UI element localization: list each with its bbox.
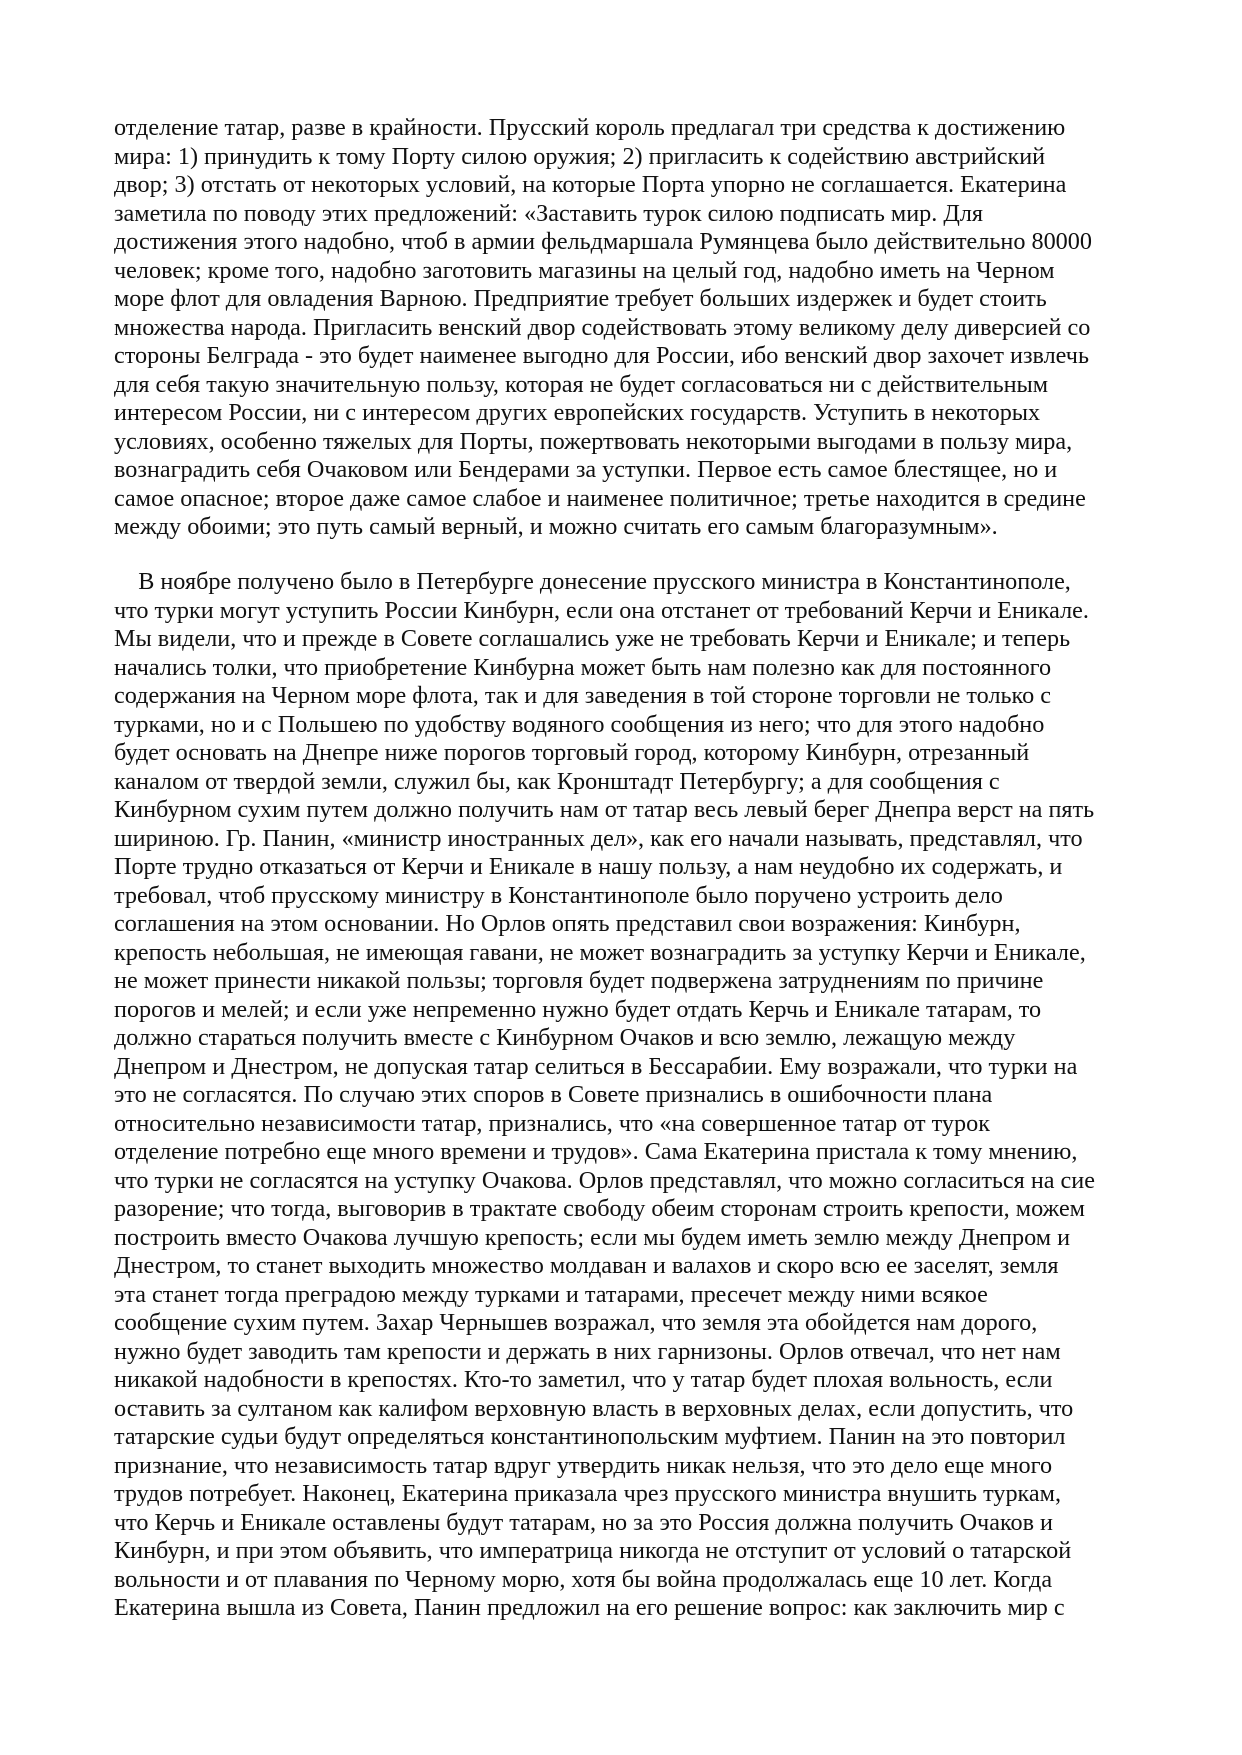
- text-line: каналом от твердой земли, служил бы, как Кронштадт Петербургу; а для сообщения с: [114, 767, 1000, 795]
- text-line: множества народа. Пригласить венский двор содействовать этому великому делу диверсией со: [114, 313, 1091, 341]
- text-line: сообщение сухим путем. Захар Чернышев возражал, что земля эта обойдется нам дорого,: [114, 1309, 1038, 1336]
- text-line: порогов и мелей; и если уже непременно нужно будет отдать Керчь и Еникале татарам, то: [114, 995, 1042, 1023]
- text-line: не может принести никакой пользы; торговля будет подвержена затруднениям по причине: [114, 967, 1044, 994]
- text-line: Днепром и Днестром, не допуская татар селиться в Бессарабии. Ему возражали, что турки на: [114, 1052, 1078, 1080]
- text-line: соглашения на этом основании. Но Орлов опять представил свои возражения: Кинбурн,: [114, 910, 1021, 937]
- text-line: между обоими; это путь самый верный, и можно считать его самым благоразумным».: [114, 513, 998, 540]
- text-line: что Керчь и Еникале оставлены будут татарам, но за это Россия должна получить Очаков и: [114, 1508, 1053, 1536]
- text-line: Днестром, то станет выходить множество молдаван и валахов и скоро всю ее заселят, земля: [114, 1252, 1059, 1279]
- text-line: построить вместо Очакова лучшую крепость; если мы будем иметь землю между Днепром и: [114, 1223, 1071, 1251]
- text-line: стороны Белграда - это будет наименее выгодно для России, ибо венский двор захочет извлечь: [114, 342, 1089, 369]
- text-line: что турки могут уступить России Кинбурн, если она отстанет от требований Керчи и Еникале.: [114, 596, 1089, 624]
- text-line: будет основать на Днепре ниже порогов торговый город, которому Кинбурн, отрезанный: [114, 739, 1030, 766]
- text-line: трудов потребует. Наконец, Екатерина приказала чрез прусского министра внушить туркам,: [114, 1480, 1062, 1507]
- text-line: эта станет тогда преградою между турками и татарами, пресечет между ними всякое: [114, 1280, 988, 1308]
- text-line: татарские судьи будут определяться константинопольским муфтием. Панин на это повторил: [114, 1423, 1066, 1450]
- text-line: отделение татар, разве в крайности. Прусский король предлагал три средства к достижению: [114, 114, 1066, 141]
- paragraph-2: [114, 568, 1130, 1623]
- text-line: Порте трудно отказаться от Керчи и Еникале в нашу пользу, а нам неудобно их содержать, и: [114, 853, 1063, 880]
- text-line: нужно будет заводить там крепости и держать в них гарнизоны. Орлов отвечал, что нет нам: [114, 1337, 1061, 1365]
- text-line: двор; 3) отстать от некоторых условий, на которые Порта упорно не соглашается. Екатерина: [114, 171, 1067, 198]
- text-line: отделение потребно еще много времени и трудов». Сама Екатерина пристала к тому мнению,: [114, 1138, 1078, 1165]
- text-line: человек; кроме того, надобно заготовить магазины на целый год, надобно иметь на Черном: [114, 256, 1055, 284]
- text-line: требовал, чтоб прусскому министру в Константинополе было поручено устроить дело: [114, 881, 1003, 909]
- text-line: заметила по поводу этих предложений: «Заставить турок силою подписать мир. Для: [114, 199, 984, 227]
- text-line: достижения этого надобно, чтоб в армии фельдмаршала Румянцева было действительно 80000: [114, 228, 1092, 255]
- text-line: начались толки, что приобретение Кинбурна может быть нам полезно как для постоянного: [114, 653, 1052, 681]
- text-line: условиях, особенно тяжелых для Порты, пожертвовать некоторыми выгодами в пользу мира,: [114, 427, 1073, 455]
- text-line: Кинбурн, и при этом объявить, что императрица никогда не отступит от условий о татарской: [114, 1537, 1072, 1564]
- text-line: что турки не согласятся на уступку Очакова. Орлов представлял, что можно согласиться на сие: [114, 1166, 1095, 1194]
- text-line: это не согласятся. По случаю этих споров в Совете признались в ошибочности плана: [114, 1081, 993, 1108]
- text-line: признание, что независимость татар вдруг утвердить никак нельзя, что это дело еще много: [114, 1451, 1053, 1479]
- text-line: вольности и от плавания по Черному морю, хотя бы война продолжалась еще 10 лет. Когда: [114, 1565, 1053, 1593]
- text-line: турками, но и с Польшею по удобству водяного сообщения из него; что для этого надобно: [114, 710, 1045, 738]
- text-line: Кинбурном сухим путем должно получить нам от татар весь левый берег Днепра верст на пять: [114, 796, 1095, 823]
- text-line: для себя такую значительную пользу, которая не будет согласоваться ни с действительным: [114, 370, 1049, 398]
- text-line: самое опасное; второе даже самое слабое и наименее политичное; третье находится в средине: [114, 484, 1086, 512]
- text-line: никакой надобности в крепостях. Кто-то заметил, что у татар будет плохая вольность, если: [114, 1366, 1053, 1393]
- text-line: мира: 1) принудить к тому Порту силою оружия; 2) пригласить к содействию австрийский: [114, 142, 1046, 170]
- text-line: шириною. Гр. Панин, «министр иностранных дел», как его начали называть, представлял, что: [114, 824, 1083, 852]
- text-line: разорение; что тогда, выговорив в трактате свободу обеим сторонам строить крепости, можем: [114, 1195, 1085, 1222]
- text-line: В ноябре получено было в Петербурге донесение прусского министра в Константинополе,: [114, 568, 1071, 595]
- text-line: содержания на Черном море флота, так и для заведения в той стороне торговли не только с: [114, 682, 1051, 709]
- text-line: море флот для овладения Варною. Предприятие требует больших издержек и будет стоить: [114, 285, 1047, 312]
- text-line: должно стараться получить вместе с Кинбурном Очаков и всю землю, лежащую между: [114, 1024, 1016, 1051]
- text-line: относительно независимости татар, признались, что «на совершенное татар от турок: [114, 1109, 990, 1137]
- paragraph-1: [114, 114, 1130, 542]
- text-line: оставить за султаном как калифом верховную власть в верховных делах, если допустить, что: [114, 1394, 1074, 1422]
- text-line: вознаградить себя Очаковом или Бендерами за уступки. Первое есть самое блестящее, но и: [114, 456, 1058, 483]
- text-line: Мы видели, что и прежде в Совете соглашались уже не требовать Керчи и Еникале; и теперь: [114, 625, 1071, 652]
- text-line: интересом России, ни с интересом других европейских государств. Уступить в некоторых: [114, 399, 1041, 426]
- text-line: крепость небольшая, не имеющая гавани, не может вознаградить за уступку Керчи и Еникале,: [114, 938, 1086, 966]
- text-line: Екатерина вышла из Совета, Панин предложил на его решение вопрос: как заключить мир с: [114, 1594, 1065, 1621]
